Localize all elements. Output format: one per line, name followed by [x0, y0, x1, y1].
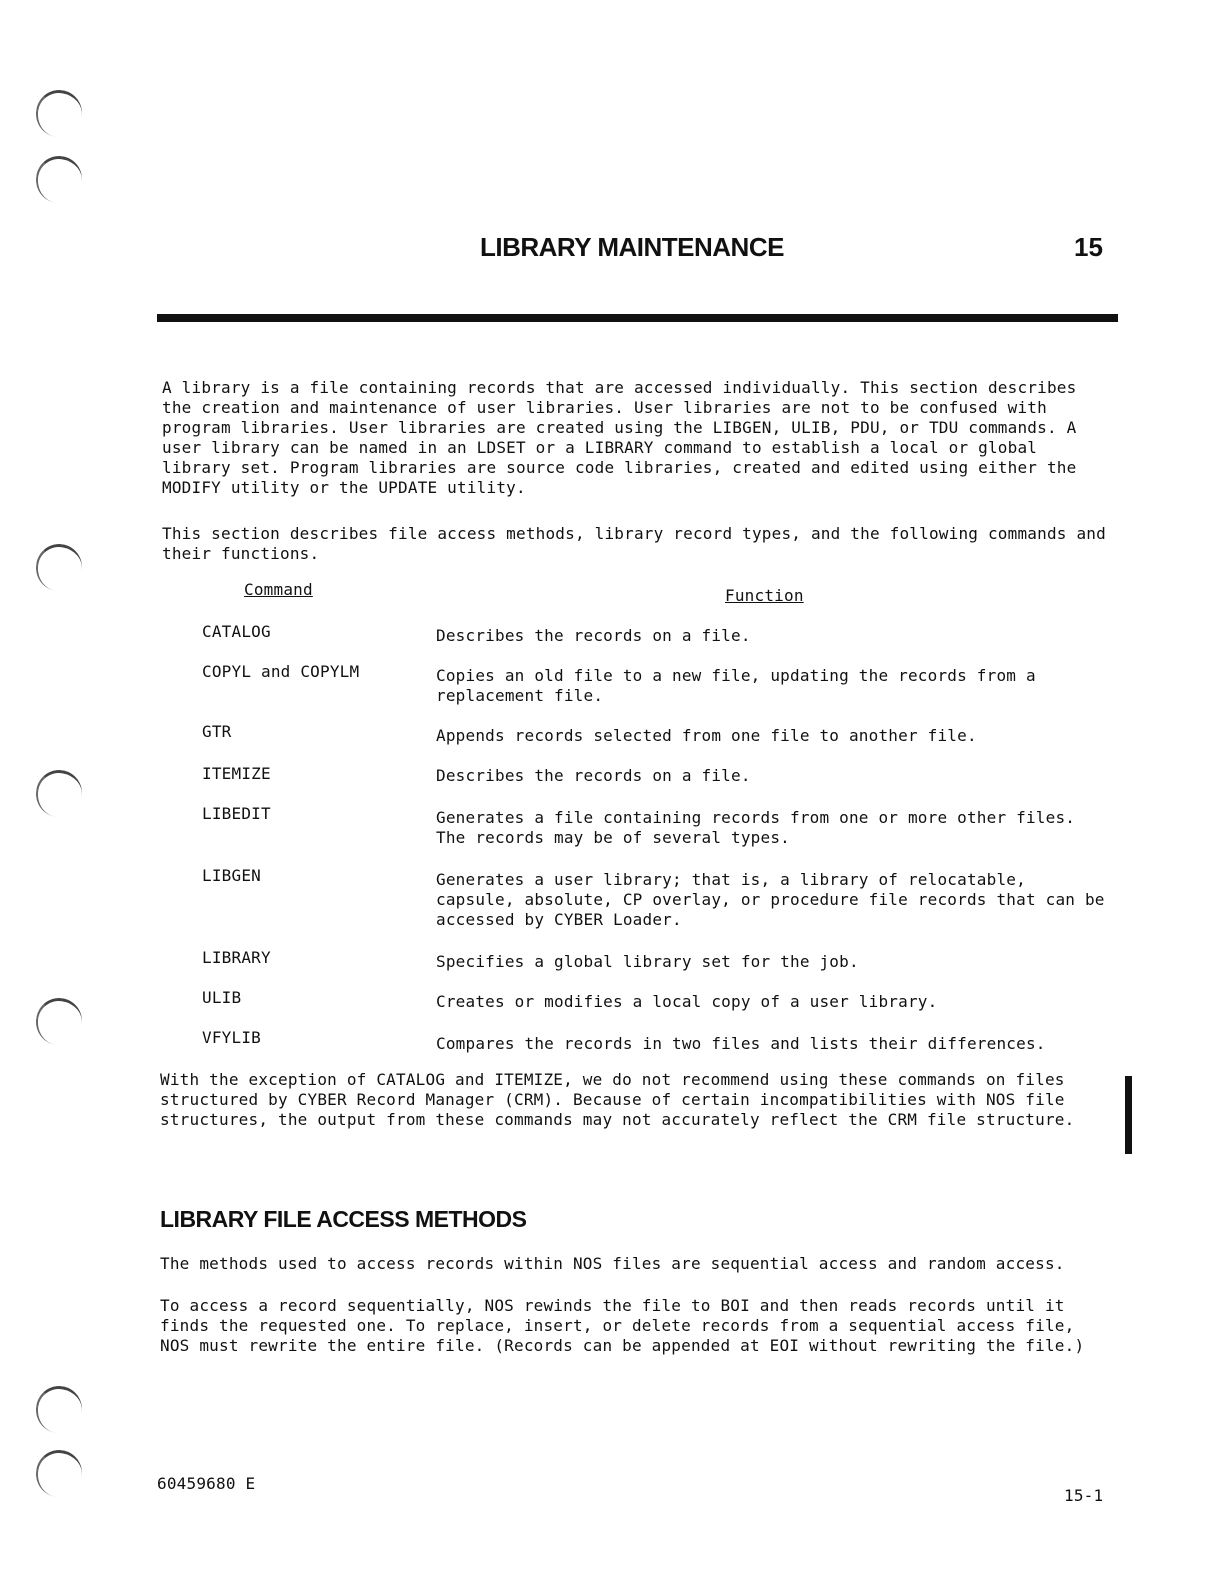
chapter-title: LIBRARY MAINTENANCE: [480, 232, 784, 262]
title-rule: [157, 314, 1118, 322]
section-title: LIBRARY FILE ACCESS METHODS: [160, 1206, 527, 1232]
command-column-header: Command: [244, 580, 313, 599]
command-function: Compares the records in two files and lists their differences.: [436, 1034, 1046, 1053]
intro-paragraph: A library is a file containing records that are accessed individually. This section describes the creation and maintenance of user libraries. User libraries are not to be confused with program libraries. User libraries are created using the LIBGEN, ULIB, PDU, or TDU commands. A user library can be named in an LDSET or a LIBRARY command to establish a local or global library set. Program libraries are source code libraries, created and edited using either the MODIFY utility or the UPDATE utility.: [162, 378, 1077, 497]
function-column-header: Function: [725, 586, 804, 605]
note-paragraph: With the exception of CATALOG and ITEMIZE, we do not recommend using these commands on files structured by CYBER Record Manager (CRM). Because of certain incompatibilities with NOS file structures, the output from these commands may not accurately reflect the CRM file structure.: [160, 1070, 1075, 1129]
section-paragraph: To access a record sequentially, NOS rewinds the file to BOI and then reads records until it finds the requested one. To replace, insert, or delete records from a sequential access file, NOS must rewrite the entire file. (Records can be appended at EOI without rewriting the file.): [160, 1296, 1085, 1355]
command-function: Generates a user library; that is, a library of relocatable, capsule, absolute, CP overlay, or procedure file records that can be accessed by CYBER Loader.: [436, 870, 1105, 929]
command-function: Generates a file containing records from one or more other files. The records may be of several types.: [436, 808, 1076, 847]
command-function: Appends records selected from one file to another file.: [436, 726, 977, 745]
change-bar: [1125, 1076, 1132, 1154]
command-function: Copies an old file to a new file, updating the records from a replacement file.: [436, 666, 1036, 705]
binder-hole-icon: [33, 541, 85, 594]
binder-hole-icon: [33, 153, 85, 206]
command-name: VFYLIB: [202, 1028, 261, 1047]
page-number: 15-1: [1064, 1486, 1104, 1505]
binder-hole-icon: [33, 87, 85, 140]
command-function: Describes the records on a file.: [436, 626, 751, 645]
command-function: Specifies a global library set for the job.: [436, 952, 859, 971]
document-number: 60459680 E: [157, 1474, 256, 1493]
command-function: Describes the records on a file.: [436, 766, 751, 785]
section-paragraph: The methods used to access records within NOS files are sequential access and random access.: [160, 1254, 1065, 1273]
command-name: CATALOG: [202, 622, 271, 641]
command-name: GTR: [202, 722, 232, 741]
binder-hole-icon: [33, 1447, 85, 1500]
command-function: Creates or modifies a local copy of a user library.: [436, 992, 938, 1011]
command-name: LIBRARY: [202, 948, 271, 967]
binder-hole-icon: [33, 767, 85, 820]
command-name: LIBGEN: [202, 866, 261, 885]
command-name: ULIB: [202, 988, 242, 1007]
intro-paragraph: This section describes file access methods, library record types, and the following commands and their functions.: [162, 524, 1106, 563]
chapter-number: 15: [1074, 232, 1103, 262]
binder-hole-icon: [33, 995, 85, 1048]
command-name: COPYL and COPYLM: [202, 662, 360, 681]
command-name: ITEMIZE: [202, 764, 271, 783]
binder-hole-icon: [33, 1383, 85, 1436]
command-name: LIBEDIT: [202, 804, 271, 823]
